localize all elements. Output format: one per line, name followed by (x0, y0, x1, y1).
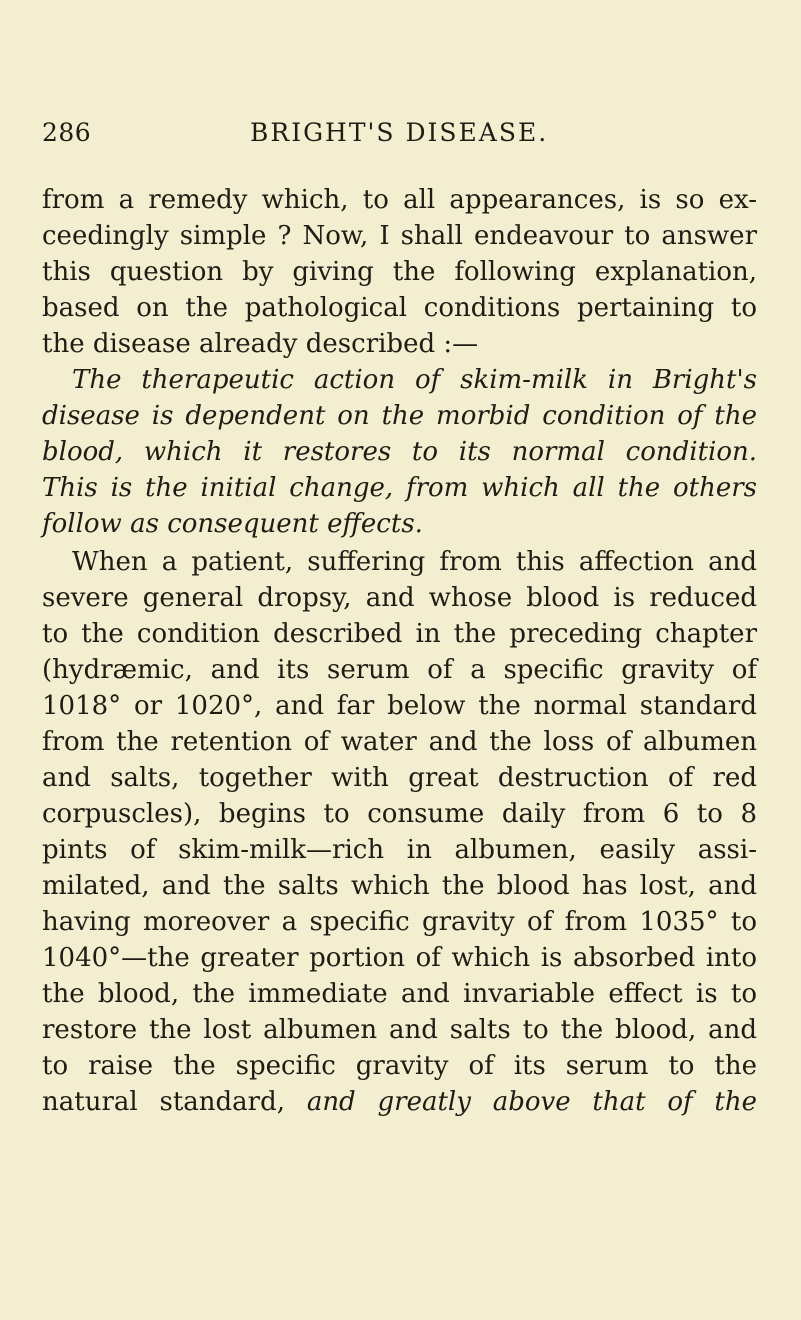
roman-text: When a patient, suffering from this affection and (72, 547, 757, 577)
roman-text: 1018° or 1020°, and far below the normal standard (42, 691, 757, 721)
roman-text: this question by giving the following explanation, (42, 257, 757, 287)
roman-text: from the retention of water and the loss of albumen (42, 727, 757, 757)
italic-text: follow as consequent effects. (42, 509, 423, 539)
roman-text: the blood, the immediate and invariable effect is to (42, 979, 757, 1009)
page-number: 286 (42, 118, 92, 147)
italic-text: The therapeutic action of skim-milk in Bright's (72, 365, 757, 395)
text-line (42, 904, 757, 940)
text-line (42, 218, 757, 254)
roman-text: the disease already described :— (42, 329, 479, 359)
text-line (42, 580, 757, 616)
roman-text: to raise the specific gravity of its serum to the (42, 1051, 757, 1081)
roman-text: (hydræmic, and its serum of a specific gravity of (42, 655, 757, 685)
roman-text: restore the lost albumen and salts to the blood, and (42, 1015, 757, 1045)
text-line (42, 290, 757, 326)
text-line (42, 796, 757, 832)
roman-text: natural standard, (42, 1087, 307, 1117)
text-line (42, 182, 757, 218)
roman-text: pints of skim-milk—rich in albumen, easily assi- (42, 835, 757, 865)
roman-text: to the condition described in the preceding chapter (42, 619, 757, 649)
italic-paragraph-line (72, 362, 757, 398)
roman-text: ceedingly simple ? Now, I shall endeavour to answer (42, 221, 757, 251)
italic-text: disease is dependent on the morbid condition of the (42, 401, 757, 431)
text-line (42, 688, 757, 724)
italic-paragraph-line (42, 470, 757, 506)
text-line (42, 1012, 757, 1048)
running-head: BRIGHT'S DISEASE. (250, 118, 549, 147)
italic-paragraph-line (42, 506, 757, 542)
text-line (42, 760, 757, 796)
text-line (42, 616, 757, 652)
roman-text: milated, and the salts which the blood has lost, and (42, 871, 757, 901)
text-line (42, 1048, 757, 1084)
text-line (42, 724, 757, 760)
roman-text: from a remedy which, to all appearances, is so ex- (42, 185, 757, 215)
roman-text: corpuscles), begins to consume daily from 6 to 8 (42, 799, 757, 829)
roman-text: 1040°—the greater portion of which is absorbed into (42, 943, 757, 973)
italic-paragraph-line (42, 398, 757, 434)
italic-paragraph-line (42, 434, 757, 470)
roman-text: based on the pathological conditions pertaining to (42, 293, 757, 323)
text-line (42, 832, 757, 868)
roman-text: severe general dropsy, and whose blood is reduced (42, 583, 757, 613)
roman-text: having moreover a specific gravity of from 1035° to (42, 907, 757, 937)
text-line (42, 976, 757, 1012)
page-header (0, 118, 801, 158)
italic-text: This is the initial change, from which all the others (42, 473, 757, 503)
text-line (42, 652, 757, 688)
italic-text: blood, which it restores to its normal condition. (42, 437, 757, 467)
text-line (42, 326, 757, 362)
text-line (42, 1084, 757, 1120)
text-line (42, 868, 757, 904)
text-line (42, 254, 757, 290)
text-line (42, 940, 757, 976)
roman-text: and salts, together with great destruction of red (42, 763, 757, 793)
text-line (72, 544, 757, 580)
italic-text: and greatly above that of the (306, 1087, 757, 1117)
